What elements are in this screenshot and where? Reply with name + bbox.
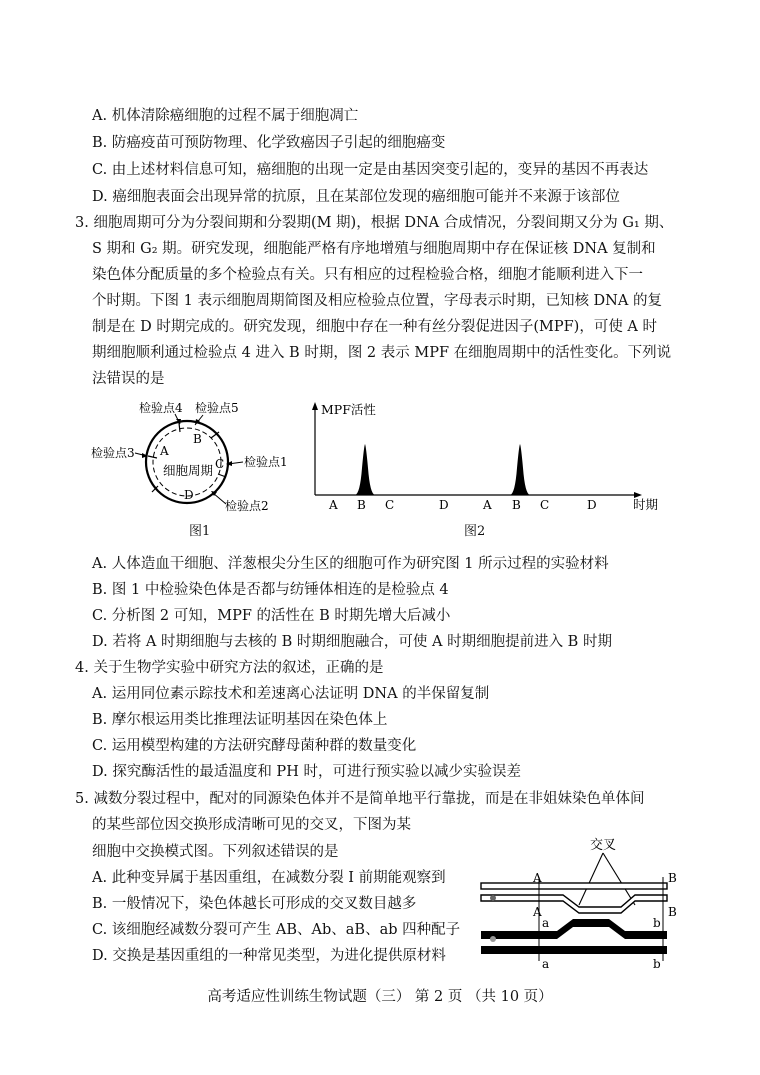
gene-label-B: B	[668, 905, 677, 919]
q3-stem-line: 染色体分配质量的多个检验点有关。只有相应的过程检验合格，细胞才能顺利进入下一	[92, 267, 643, 283]
figure-crossing-over	[475, 835, 695, 970]
q3-stem-line: 期细胞顺利通过检验点 4 进入 B 时期，图 2 表示 MPF 在细胞周期中的活性变化。下列说	[92, 345, 672, 361]
gene-label-b: b	[653, 957, 661, 970]
cell-cycle-center-label: 细胞周期	[163, 463, 214, 478]
q2-option-d: D. 癌细胞表面会出现异常的抗原，且在某部位发现的癌细胞可能并不来源于该部位	[92, 189, 620, 205]
gene-label-A: A	[533, 871, 542, 885]
mpf-peak-2	[510, 444, 530, 495]
q2-option-c: C. 由上述材料信息可知，癌细胞的出现一定是由基因突变引起的，变异的基因不再表达	[92, 162, 649, 178]
figure-1-cell-cycle	[85, 398, 295, 530]
q5-option-b: B. 一般情况下，染色体越长可形成的交叉数目越多	[92, 896, 417, 912]
checkpoint-4-label: 检验点4	[139, 401, 183, 415]
figure-1-caption: 图1	[189, 524, 211, 539]
phase-c-label: C	[215, 457, 225, 471]
gene-label-B: B	[668, 871, 677, 885]
q5-option-c: C. 该细胞经减数分裂可产生 AB、Ab、aB、ab 四种配子	[92, 922, 461, 938]
gene-label-a: a	[542, 957, 550, 970]
tick-c: C	[540, 498, 550, 512]
tick-d: D	[587, 498, 597, 512]
tick-b: B	[512, 498, 521, 512]
q3-option-b: B. 图 1 中检验染色体是否都与纺锤体相连的是检验点 4	[92, 582, 449, 598]
gene-label-A: A	[533, 905, 542, 919]
checkpoint-3-label: 检验点3	[91, 446, 135, 460]
q3-stem-line: 3. 细胞周期可分为分裂间期和分裂期(M 期)，根据 DNA 合成情况，分裂间期又分为 G₁ 期、	[75, 215, 674, 231]
q5-stem-line: 细胞中交换模式图。下列叙述错误的是	[92, 844, 339, 860]
gene-label-a: a	[542, 916, 550, 930]
q3-stem-line: 法错误的是	[92, 371, 165, 387]
q5-option-a: A. 此种变异属于基因重组，在减数分裂 I 前期能观察到	[92, 870, 446, 886]
page-footer: 高考适应性训练生物试题（三） 第 2 页 （共 10 页）	[207, 989, 553, 1005]
q4-stem: 4. 关于生物学实验中研究方法的叙述，正确的是	[75, 660, 384, 676]
mpf-axis-label: MPF活性	[321, 402, 376, 417]
checkpoint-1-label: 检验点1	[244, 455, 288, 469]
q4-option-a: A. 运用同位素示踪技术和差速离心法证明 DNA 的半保留复制	[92, 686, 490, 702]
q3-stem-line: S 期和 G₂ 期。研究发现，细胞能严格有序地增殖与细胞周期中存在保证核 DNA 复制和	[92, 241, 656, 257]
tick-c: C	[385, 498, 395, 512]
q4-option-c: C. 运用模型构建的方法研究酵母菌种群的数量变化	[92, 738, 417, 754]
checkpoint-2-label: 检验点2	[225, 499, 269, 513]
tick-a: A	[329, 498, 338, 512]
cross-label: 交叉	[590, 838, 617, 853]
phase-d-label: D	[184, 488, 194, 502]
q5-option-d: D. 交换是基因重组的一种常见类型，为进化提供原材料	[92, 948, 446, 964]
figure-2-mpf-activity	[305, 398, 685, 518]
q3-option-c: C. 分析图 2 可知，MPF 的活性在 B 时期先增大后减小	[92, 608, 451, 624]
gene-label-b: b	[653, 916, 661, 930]
q2-option-b: B. 防癌疫苗可预防物理、化学致癌因子引起的细胞癌变	[92, 135, 446, 151]
q4-option-b: B. 摩尔根运用类比推理法证明基因在染色体上	[92, 712, 388, 728]
tick-b: B	[357, 498, 366, 512]
tick-a: A	[483, 498, 492, 512]
q2-option-a: A. 机体清除癌细胞的过程不属于细胞凋亡	[92, 108, 359, 124]
phase-a-label: A	[160, 444, 169, 458]
q5-stem-line: 的某些部位因交换形成清晰可见的交叉，下图为某	[92, 817, 411, 833]
tick-d: D	[439, 498, 449, 512]
q3-stem-line: 制是在 D 时期完成的。研究发现，细胞中存在一种有丝分裂促进因子(MPF)，可使 A 时	[92, 319, 658, 335]
q3-option-d: D. 若将 A 时期细胞与去核的 B 时期细胞融合，可使 A 时期细胞提前进入 B 时期	[92, 634, 612, 650]
checkpoint-5-label: 检验点5	[195, 401, 239, 415]
q3-stem-line: 个时期。下图 1 表示细胞周期简图及相应检验点位置，字母表示时期，已知核 DNA 的复	[92, 293, 662, 309]
figure-2-caption: 图2	[464, 524, 486, 539]
q3-option-a: A. 人体造血干细胞、洋葱根尖分生区的细胞可作为研究图 1 所示过程的实验材料	[92, 556, 609, 572]
mpf-peak-1	[355, 444, 375, 495]
q5-stem-line: 5. 减数分裂过程中，配对的同源染色体并不是简单地平行靠拢，而是在非姐妹染色单体间	[75, 791, 645, 807]
q4-option-d: D. 探究酶活性的最适温度和 PH 时，可进行预实验以减少实验误差	[92, 764, 521, 780]
time-axis-label: 时期	[633, 497, 659, 512]
phase-b-label: B	[193, 432, 202, 446]
